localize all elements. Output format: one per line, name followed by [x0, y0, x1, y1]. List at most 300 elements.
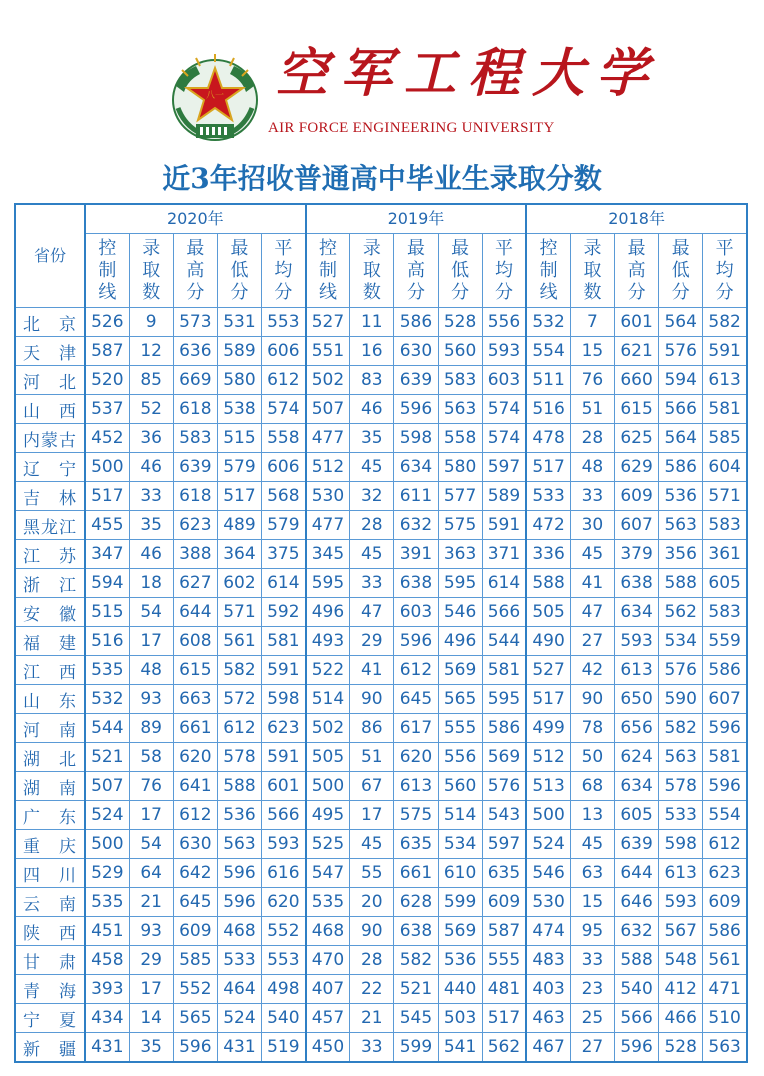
score-cell: 11: [350, 308, 394, 337]
score-cell: 450: [306, 1033, 350, 1063]
score-cell: 500: [85, 453, 129, 482]
score-cell: 67: [350, 772, 394, 801]
score-cell: 586: [703, 656, 747, 685]
score-cell: 45: [350, 453, 394, 482]
score-cell: 489: [217, 511, 261, 540]
score-cell: 591: [262, 656, 306, 685]
score-cell: 591: [262, 743, 306, 772]
table-row: [15, 1004, 747, 1033]
score-cell: 20: [350, 888, 394, 917]
table-row: [15, 975, 747, 1004]
province-cell: 天 津: [15, 337, 85, 366]
score-cell: 529: [85, 859, 129, 888]
score-cell: 588: [615, 946, 659, 975]
score-cell: 620: [262, 888, 306, 917]
column-header: [482, 234, 526, 308]
table-row: [15, 656, 747, 685]
score-cell: 583: [703, 598, 747, 627]
score-cell: 512: [526, 743, 570, 772]
score-cell: 573: [173, 308, 217, 337]
score-cell: 336: [526, 540, 570, 569]
score-cell: 595: [438, 569, 482, 598]
province-cell: 安 徽: [15, 598, 85, 627]
score-cell: 46: [129, 540, 173, 569]
score-cell: 593: [482, 337, 526, 366]
score-cell: 93: [129, 685, 173, 714]
score-cell: 562: [659, 598, 703, 627]
score-cell: 7: [570, 308, 614, 337]
score-cell: 566: [482, 598, 526, 627]
score-cell: 583: [703, 511, 747, 540]
score-cell: 407: [306, 975, 350, 1004]
score-cell: 538: [217, 395, 261, 424]
score-cell: 612: [217, 714, 261, 743]
score-cell: 603: [482, 366, 526, 395]
score-cell: 624: [615, 743, 659, 772]
score-cell: 512: [306, 453, 350, 482]
score-cell: 581: [703, 395, 747, 424]
score-cell: 572: [217, 685, 261, 714]
score-cell: 51: [350, 743, 394, 772]
score-cell: 496: [306, 598, 350, 627]
table-row: [15, 540, 747, 569]
score-cell: 576: [482, 772, 526, 801]
score-cell: 525: [306, 830, 350, 859]
province-cell: 陕 西: [15, 917, 85, 946]
score-cell: 566: [659, 395, 703, 424]
score-cell: 646: [615, 888, 659, 917]
score-cell: 514: [306, 685, 350, 714]
year-header: 2020年: [85, 204, 306, 234]
column-header-label: 录取数: [583, 237, 602, 303]
score-cell: 22: [350, 975, 394, 1004]
score-cell: 601: [262, 772, 306, 801]
score-cell: 598: [394, 424, 438, 453]
score-cell: 452: [85, 424, 129, 453]
table-row: [15, 337, 747, 366]
score-cell: 582: [659, 714, 703, 743]
score-cell: 511: [526, 366, 570, 395]
score-cell: 33: [570, 946, 614, 975]
score-cell: 571: [703, 482, 747, 511]
score-cell: 618: [173, 395, 217, 424]
score-cell: 588: [659, 569, 703, 598]
province-cell: 福 建: [15, 627, 85, 656]
score-cell: 607: [703, 685, 747, 714]
score-cell: 555: [482, 946, 526, 975]
score-cell: 587: [482, 917, 526, 946]
score-cell: 591: [703, 337, 747, 366]
score-cell: 543: [482, 801, 526, 830]
province-cell: 湖 北: [15, 743, 85, 772]
score-cell: 431: [217, 1033, 261, 1063]
score-cell: 495: [306, 801, 350, 830]
score-cell: 496: [438, 627, 482, 656]
score-cell: 28: [350, 946, 394, 975]
score-cell: 515: [85, 598, 129, 627]
score-cell: 33: [350, 569, 394, 598]
score-cell: 528: [438, 308, 482, 337]
score-cell: 588: [217, 772, 261, 801]
score-cell: 581: [482, 656, 526, 685]
column-header-label: 控制线: [98, 237, 117, 303]
score-cell: 547: [306, 859, 350, 888]
score-cell: 587: [85, 337, 129, 366]
score-cell: 541: [438, 1033, 482, 1063]
score-cell: 68: [570, 772, 614, 801]
score-cell: 516: [526, 395, 570, 424]
score-cell: 76: [129, 772, 173, 801]
score-cell: 582: [217, 656, 261, 685]
score-cell: 569: [438, 917, 482, 946]
score-cell: 621: [615, 337, 659, 366]
score-cell: 632: [615, 917, 659, 946]
column-header: [615, 234, 659, 308]
score-cell: 78: [570, 714, 614, 743]
score-cell: 16: [350, 337, 394, 366]
province-cell: 山 东: [15, 685, 85, 714]
score-cell: 505: [306, 743, 350, 772]
score-cell: 45: [350, 540, 394, 569]
column-header: [173, 234, 217, 308]
score-cell: 14: [129, 1004, 173, 1033]
score-cell: 540: [615, 975, 659, 1004]
score-cell: 499: [526, 714, 570, 743]
score-cell: 531: [217, 308, 261, 337]
score-cell: 472: [526, 511, 570, 540]
score-cell: 562: [482, 1033, 526, 1063]
score-cell: 28: [350, 511, 394, 540]
score-cell: 589: [482, 482, 526, 511]
score-cell: 609: [173, 917, 217, 946]
score-cell: 517: [526, 453, 570, 482]
score-cell: 620: [394, 743, 438, 772]
score-cell: 375: [262, 540, 306, 569]
score-cell: 660: [615, 366, 659, 395]
column-header-label: 最低分: [451, 237, 470, 303]
score-cell: 23: [570, 975, 614, 1004]
score-cell: 554: [703, 801, 747, 830]
score-cell: 544: [85, 714, 129, 743]
column-header-label: 录取数: [142, 237, 161, 303]
score-cell: 592: [262, 598, 306, 627]
score-cell: 54: [129, 598, 173, 627]
score-cell: 593: [262, 830, 306, 859]
score-cell: 552: [173, 975, 217, 1004]
score-cell: 535: [85, 888, 129, 917]
score-cell: 517: [217, 482, 261, 511]
score-cell: 598: [659, 830, 703, 859]
score-cell: 578: [217, 743, 261, 772]
score-cell: 536: [659, 482, 703, 511]
score-cell: 517: [85, 482, 129, 511]
score-cell: 642: [173, 859, 217, 888]
score-cell: 521: [85, 743, 129, 772]
province-cell: 广 东: [15, 801, 85, 830]
score-cell: 623: [703, 859, 747, 888]
province-cell: 江 西: [15, 656, 85, 685]
score-cell: 514: [438, 801, 482, 830]
score-cell: 574: [482, 424, 526, 453]
score-cell: 522: [306, 656, 350, 685]
score-cell: 545: [394, 1004, 438, 1033]
score-cell: 611: [394, 482, 438, 511]
score-cell: 629: [615, 453, 659, 482]
column-header-label: 控制线: [318, 237, 337, 303]
score-cell: 12: [129, 337, 173, 366]
column-header: [703, 234, 747, 308]
score-cell: 645: [173, 888, 217, 917]
score-cell: 566: [615, 1004, 659, 1033]
score-cell: 623: [173, 511, 217, 540]
score-cell: 29: [129, 946, 173, 975]
score-cell: 645: [394, 685, 438, 714]
table-row: [15, 772, 747, 801]
score-cell: 42: [570, 656, 614, 685]
score-cell: 632: [394, 511, 438, 540]
score-cell: 554: [526, 337, 570, 366]
score-cell: 27: [570, 627, 614, 656]
score-cell: 532: [526, 308, 570, 337]
score-cell: 503: [438, 1004, 482, 1033]
score-cell: 451: [85, 917, 129, 946]
score-cell: 625: [615, 424, 659, 453]
score-cell: 596: [217, 859, 261, 888]
score-cell: 561: [703, 946, 747, 975]
score-cell: 605: [615, 801, 659, 830]
score-cell: 599: [394, 1033, 438, 1063]
column-header: [85, 234, 129, 308]
score-cell: 500: [306, 772, 350, 801]
score-cell: 467: [526, 1033, 570, 1063]
score-cell: 580: [217, 366, 261, 395]
score-cell: 594: [659, 366, 703, 395]
score-cell: 597: [482, 453, 526, 482]
score-cell: 21: [350, 1004, 394, 1033]
score-cell: 513: [526, 772, 570, 801]
score-cell: 579: [262, 511, 306, 540]
column-header: [217, 234, 261, 308]
score-cell: 596: [394, 627, 438, 656]
score-cell: 490: [526, 627, 570, 656]
province-cell: 宁 夏: [15, 1004, 85, 1033]
score-cell: 470: [306, 946, 350, 975]
score-cell: 95: [570, 917, 614, 946]
table-row: [15, 830, 747, 859]
score-cell: 586: [659, 453, 703, 482]
score-cell: 90: [570, 685, 614, 714]
column-header-label: 控制线: [539, 237, 558, 303]
score-cell: 636: [173, 337, 217, 366]
score-cell: 468: [217, 917, 261, 946]
score-cell: 76: [570, 366, 614, 395]
column-header: [570, 234, 614, 308]
score-cell: 524: [217, 1004, 261, 1033]
score-cell: 90: [350, 917, 394, 946]
column-header-label: 平均分: [274, 237, 293, 303]
year-header: 2018年: [526, 204, 747, 234]
score-cell: 90: [350, 685, 394, 714]
score-cell: 345: [306, 540, 350, 569]
score-cell: 598: [262, 685, 306, 714]
score-cell: 559: [703, 627, 747, 656]
score-cell: 431: [85, 1033, 129, 1063]
score-cell: 48: [129, 656, 173, 685]
score-cell: 568: [262, 482, 306, 511]
score-cell: 585: [173, 946, 217, 975]
score-cell: 574: [262, 395, 306, 424]
score-cell: 493: [306, 627, 350, 656]
score-cell: 527: [526, 656, 570, 685]
score-cell: 17: [129, 801, 173, 830]
score-cell: 574: [482, 395, 526, 424]
score-cell: 603: [394, 598, 438, 627]
score-cell: 17: [129, 975, 173, 1004]
score-cell: 638: [615, 569, 659, 598]
score-cell: 560: [438, 337, 482, 366]
score-cell: 609: [615, 482, 659, 511]
score-cell: 534: [438, 830, 482, 859]
score-cell: 556: [482, 308, 526, 337]
score-cell: 614: [482, 569, 526, 598]
score-cell: 563: [438, 395, 482, 424]
score-cell: 614: [262, 569, 306, 598]
table-row: [15, 424, 747, 453]
score-cell: 533: [659, 801, 703, 830]
score-cell: 571: [217, 598, 261, 627]
score-cell: 553: [262, 946, 306, 975]
score-cell: 612: [262, 366, 306, 395]
province-cell: 江 苏: [15, 540, 85, 569]
score-cell: 563: [659, 743, 703, 772]
score-cell: 33: [129, 482, 173, 511]
score-cell: 85: [129, 366, 173, 395]
score-cell: 17: [129, 627, 173, 656]
score-cell: 618: [173, 482, 217, 511]
score-cell: 532: [85, 685, 129, 714]
score-cell: 548: [659, 946, 703, 975]
score-cell: 45: [350, 830, 394, 859]
score-cell: 638: [394, 569, 438, 598]
table-row: [15, 366, 747, 395]
province-cell: 新 疆: [15, 1033, 85, 1063]
score-cell: 510: [703, 1004, 747, 1033]
score-cell: 507: [306, 395, 350, 424]
score-cell: 47: [570, 598, 614, 627]
score-cell: 500: [526, 801, 570, 830]
score-cell: 32: [350, 482, 394, 511]
score-cell: 638: [394, 917, 438, 946]
score-cell: 502: [306, 714, 350, 743]
score-cell: 83: [350, 366, 394, 395]
score-cell: 595: [482, 685, 526, 714]
score-cell: 371: [482, 540, 526, 569]
score-cell: 388: [173, 540, 217, 569]
score-cell: 500: [85, 830, 129, 859]
score-cell: 617: [394, 714, 438, 743]
score-cell: 50: [570, 743, 614, 772]
score-cell: 586: [482, 714, 526, 743]
score-cell: 553: [262, 308, 306, 337]
score-cell: 46: [350, 395, 394, 424]
score-cell: 505: [526, 598, 570, 627]
score-cell: 639: [394, 366, 438, 395]
score-cell: 521: [394, 975, 438, 1004]
score-cell: 644: [615, 859, 659, 888]
score-cell: 563: [659, 511, 703, 540]
province-cell: 甘 肃: [15, 946, 85, 975]
score-cell: 27: [570, 1033, 614, 1063]
score-cell: 635: [482, 859, 526, 888]
score-cell: 639: [615, 830, 659, 859]
score-cell: 565: [173, 1004, 217, 1033]
score-cell: 471: [703, 975, 747, 1004]
score-cell: 536: [217, 801, 261, 830]
score-cell: 546: [438, 598, 482, 627]
score-cell: 589: [217, 337, 261, 366]
score-cell: 30: [570, 511, 614, 540]
score-cell: 628: [394, 888, 438, 917]
score-cell: 45: [570, 540, 614, 569]
table-row: [15, 801, 747, 830]
column-header: [526, 234, 570, 308]
score-cell: 575: [394, 801, 438, 830]
column-header: [394, 234, 438, 308]
table-row: [15, 743, 747, 772]
score-cell: 590: [659, 685, 703, 714]
score-cell: 577: [438, 482, 482, 511]
score-cell: 556: [438, 743, 482, 772]
score-cell: 28: [570, 424, 614, 453]
score-cell: 526: [85, 308, 129, 337]
score-cell: 610: [438, 859, 482, 888]
score-cell: 644: [173, 598, 217, 627]
table-row: [15, 511, 747, 540]
score-cell: 530: [306, 482, 350, 511]
score-cell: 403: [526, 975, 570, 1004]
score-cell: 93: [129, 917, 173, 946]
score-cell: 634: [394, 453, 438, 482]
score-cell: 581: [703, 743, 747, 772]
score-cell: 583: [438, 366, 482, 395]
table-row: [15, 685, 747, 714]
score-cell: 620: [173, 743, 217, 772]
score-cell: 466: [659, 1004, 703, 1033]
score-cell: 582: [394, 946, 438, 975]
score-cell: 507: [85, 772, 129, 801]
score-cell: 555: [438, 714, 482, 743]
score-cell: 33: [350, 1033, 394, 1063]
score-cell: 481: [482, 975, 526, 1004]
score-cell: 55: [350, 859, 394, 888]
score-cell: 21: [129, 888, 173, 917]
column-header-label: 最高分: [406, 237, 425, 303]
score-cell: 455: [85, 511, 129, 540]
score-cell: 580: [438, 453, 482, 482]
table-row: [15, 569, 747, 598]
score-cell: 47: [350, 598, 394, 627]
year-header-row: [15, 204, 747, 234]
score-cell: 502: [306, 366, 350, 395]
score-cell: 596: [703, 772, 747, 801]
province-cell: 重 庆: [15, 830, 85, 859]
score-cell: 530: [526, 888, 570, 917]
page-title: 近3年招收普通高中毕业生录取分数: [162, 162, 602, 195]
score-cell: 478: [526, 424, 570, 453]
admission-score-table: [14, 203, 748, 1063]
province-cell: 黑龙江: [15, 511, 85, 540]
column-header: [350, 234, 394, 308]
